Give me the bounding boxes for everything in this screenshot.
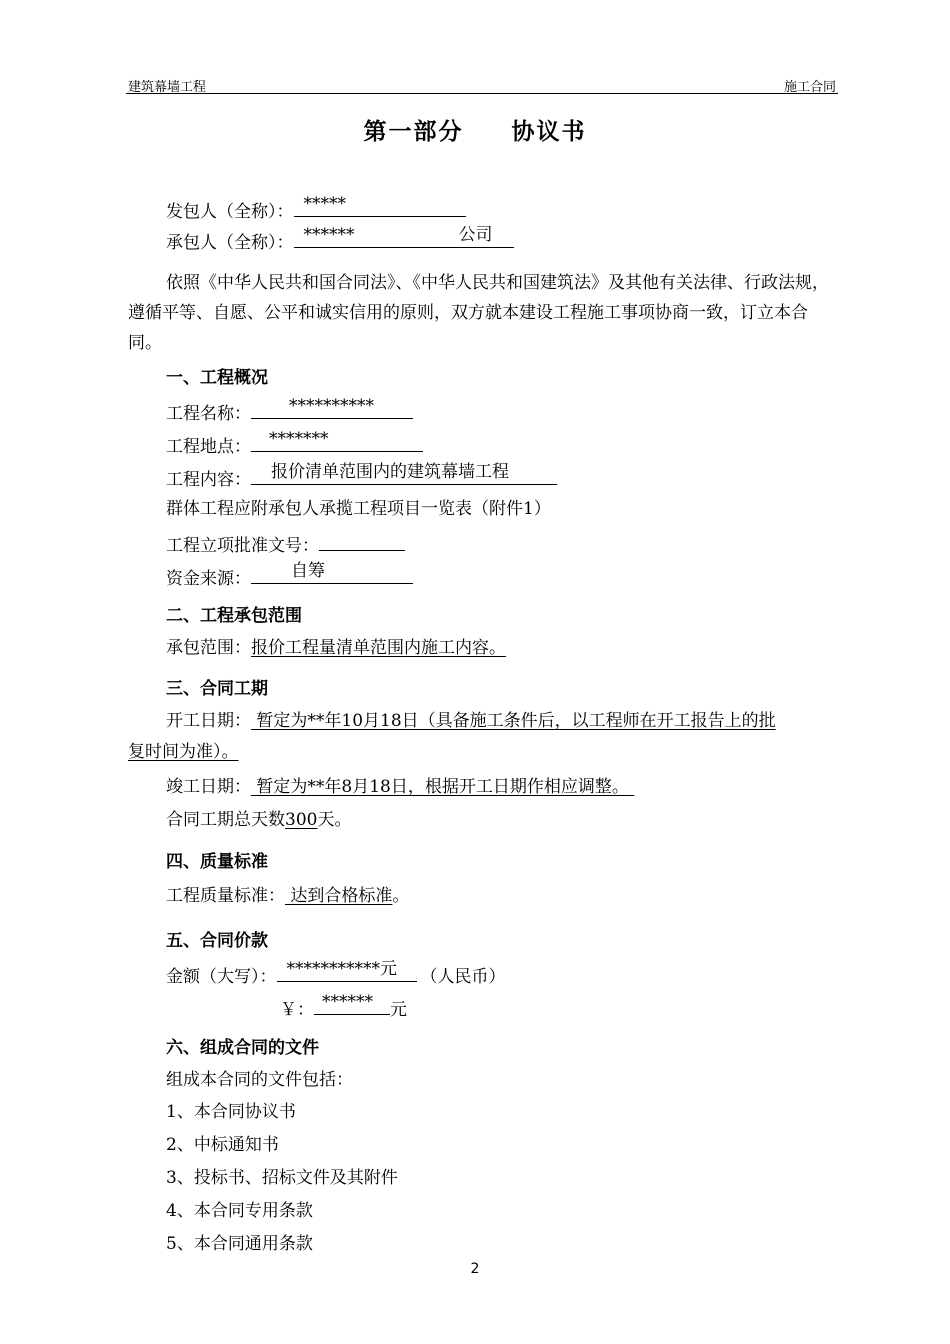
total-days-line <box>166 808 351 832</box>
quality-standard-end: 。 <box>392 886 410 906</box>
total-days-value: 300 <box>285 810 318 830</box>
section-1-heading: 一、工程概况 <box>166 368 268 388</box>
start-date-line <box>166 709 776 733</box>
section-4-heading: 四、质量标准 <box>166 852 268 872</box>
documents-lead: 组成本合同的文件包括： <box>166 1070 353 1090</box>
amount-words-value: ***********元 <box>286 959 397 979</box>
amount-rmb-value: ****** <box>322 992 373 1012</box>
list-item: 2、中标通知书 <box>166 1135 279 1155</box>
amount-rmb-field <box>314 994 390 1015</box>
employer-label: 发包人（全称）： <box>166 202 294 222</box>
title-name: 协议书 <box>511 119 587 145</box>
amount-words-label: 金额（大写）： <box>166 967 277 987</box>
completion-date-value: 暂定为**年8月18日，根据开工日期作相应调整。 <box>256 777 629 797</box>
amount-rmb-line <box>280 994 407 1022</box>
amount-words-line <box>166 961 506 989</box>
start-date-value-cont: 复时间为准）。 <box>128 742 239 762</box>
start-date-label: 开工日期： <box>166 711 251 731</box>
scope-value: 报价工程量清单范围内施工内容。 <box>251 638 506 658</box>
completion-date-label: 竣工日期： <box>166 777 251 797</box>
completion-date-line <box>166 775 634 799</box>
quality-standard-value: 达到合格标准 <box>290 886 393 906</box>
contractor-value: ****** <box>303 225 355 245</box>
approval-number-label: 工程立项批准文号： <box>166 536 319 556</box>
project-content-label: 工程内容： <box>166 470 251 490</box>
employer-field <box>294 196 466 217</box>
header-rule <box>126 93 838 94</box>
header-right-text: 施工合同 <box>783 80 836 95</box>
title-part: 第一部分 <box>363 119 464 145</box>
list-item: 5、本合同通用条款 <box>166 1234 313 1254</box>
amount-currency: （人民币） <box>420 967 506 987</box>
scope-label: 承包范围： <box>166 638 251 658</box>
employer-value: ***** <box>303 194 346 214</box>
quality-standard-line <box>166 884 409 908</box>
project-content-value: 报价清单范围内的建筑幕墙工程 <box>271 462 509 482</box>
funding-source-field <box>251 563 413 584</box>
funding-source-line <box>166 563 413 591</box>
intro-text: 依照《中华人民共和国合同法》、《中华人民共和国建筑法》及其他有关法律、行政法规，遵循平等、自愿、公平和诚实信用的原则，双方就本建设工程施工事项协商一致，订立本合同。 <box>128 273 829 353</box>
contractor-label: 承包人（全称）： <box>166 233 294 253</box>
total-days-suffix: 天。 <box>317 810 352 830</box>
section-6-heading: 六、组成合同的文件 <box>166 1038 319 1058</box>
amount-words-field <box>277 961 417 982</box>
section-2-heading: 二、工程承包范围 <box>166 606 302 626</box>
project-content-field <box>251 464 557 485</box>
approval-number-line <box>166 530 405 558</box>
amount-rmb-suffix: 元 <box>390 1000 407 1020</box>
list-item: 4、本合同专用条款 <box>166 1201 313 1221</box>
total-days-prefix: 合同工期总天数 <box>166 810 285 830</box>
amount-rmb-label: ￥： <box>280 1000 314 1020</box>
project-content-line <box>166 464 557 492</box>
group-project-note: 群体工程应附承包人承揽工程项目一览表（附件1） <box>166 499 551 519</box>
project-name-value: ********** <box>289 396 374 416</box>
project-name-label: 工程名称： <box>166 404 251 424</box>
contractor-suffix: 公司 <box>458 225 493 245</box>
scope-line <box>166 636 506 660</box>
project-location-value: ******* <box>269 429 329 449</box>
list-item: 3、投标书、招标文件及其附件 <box>166 1168 398 1188</box>
project-location-field <box>251 431 423 452</box>
page-number: 2 <box>470 1261 480 1277</box>
contractor-line <box>166 227 514 255</box>
funding-source-label: 资金来源： <box>166 569 251 589</box>
header-left-text: 建筑幕墙工程 <box>128 80 207 95</box>
contractor-field <box>294 227 514 248</box>
project-location-line <box>166 431 423 459</box>
quality-standard-label: 工程质量标准： <box>166 886 285 906</box>
start-date-value: 暂定为**年10月18日（具备施工条件后，以工程师在开工报告上的批 <box>256 711 776 731</box>
list-item: 1、本合同协议书 <box>166 1102 296 1122</box>
start-date-continuation <box>128 740 239 764</box>
section-5-heading: 五、合同价款 <box>166 931 268 951</box>
funding-source-value: 自筹 <box>291 561 325 581</box>
approval-number-field <box>319 530 405 551</box>
project-name-field <box>251 398 413 419</box>
intro-paragraph <box>128 268 838 358</box>
employer-line <box>166 196 466 224</box>
section-3-heading: 三、合同工期 <box>166 679 268 699</box>
project-location-label: 工程地点： <box>166 437 251 457</box>
page-title <box>0 113 950 146</box>
project-name-line <box>166 398 413 426</box>
